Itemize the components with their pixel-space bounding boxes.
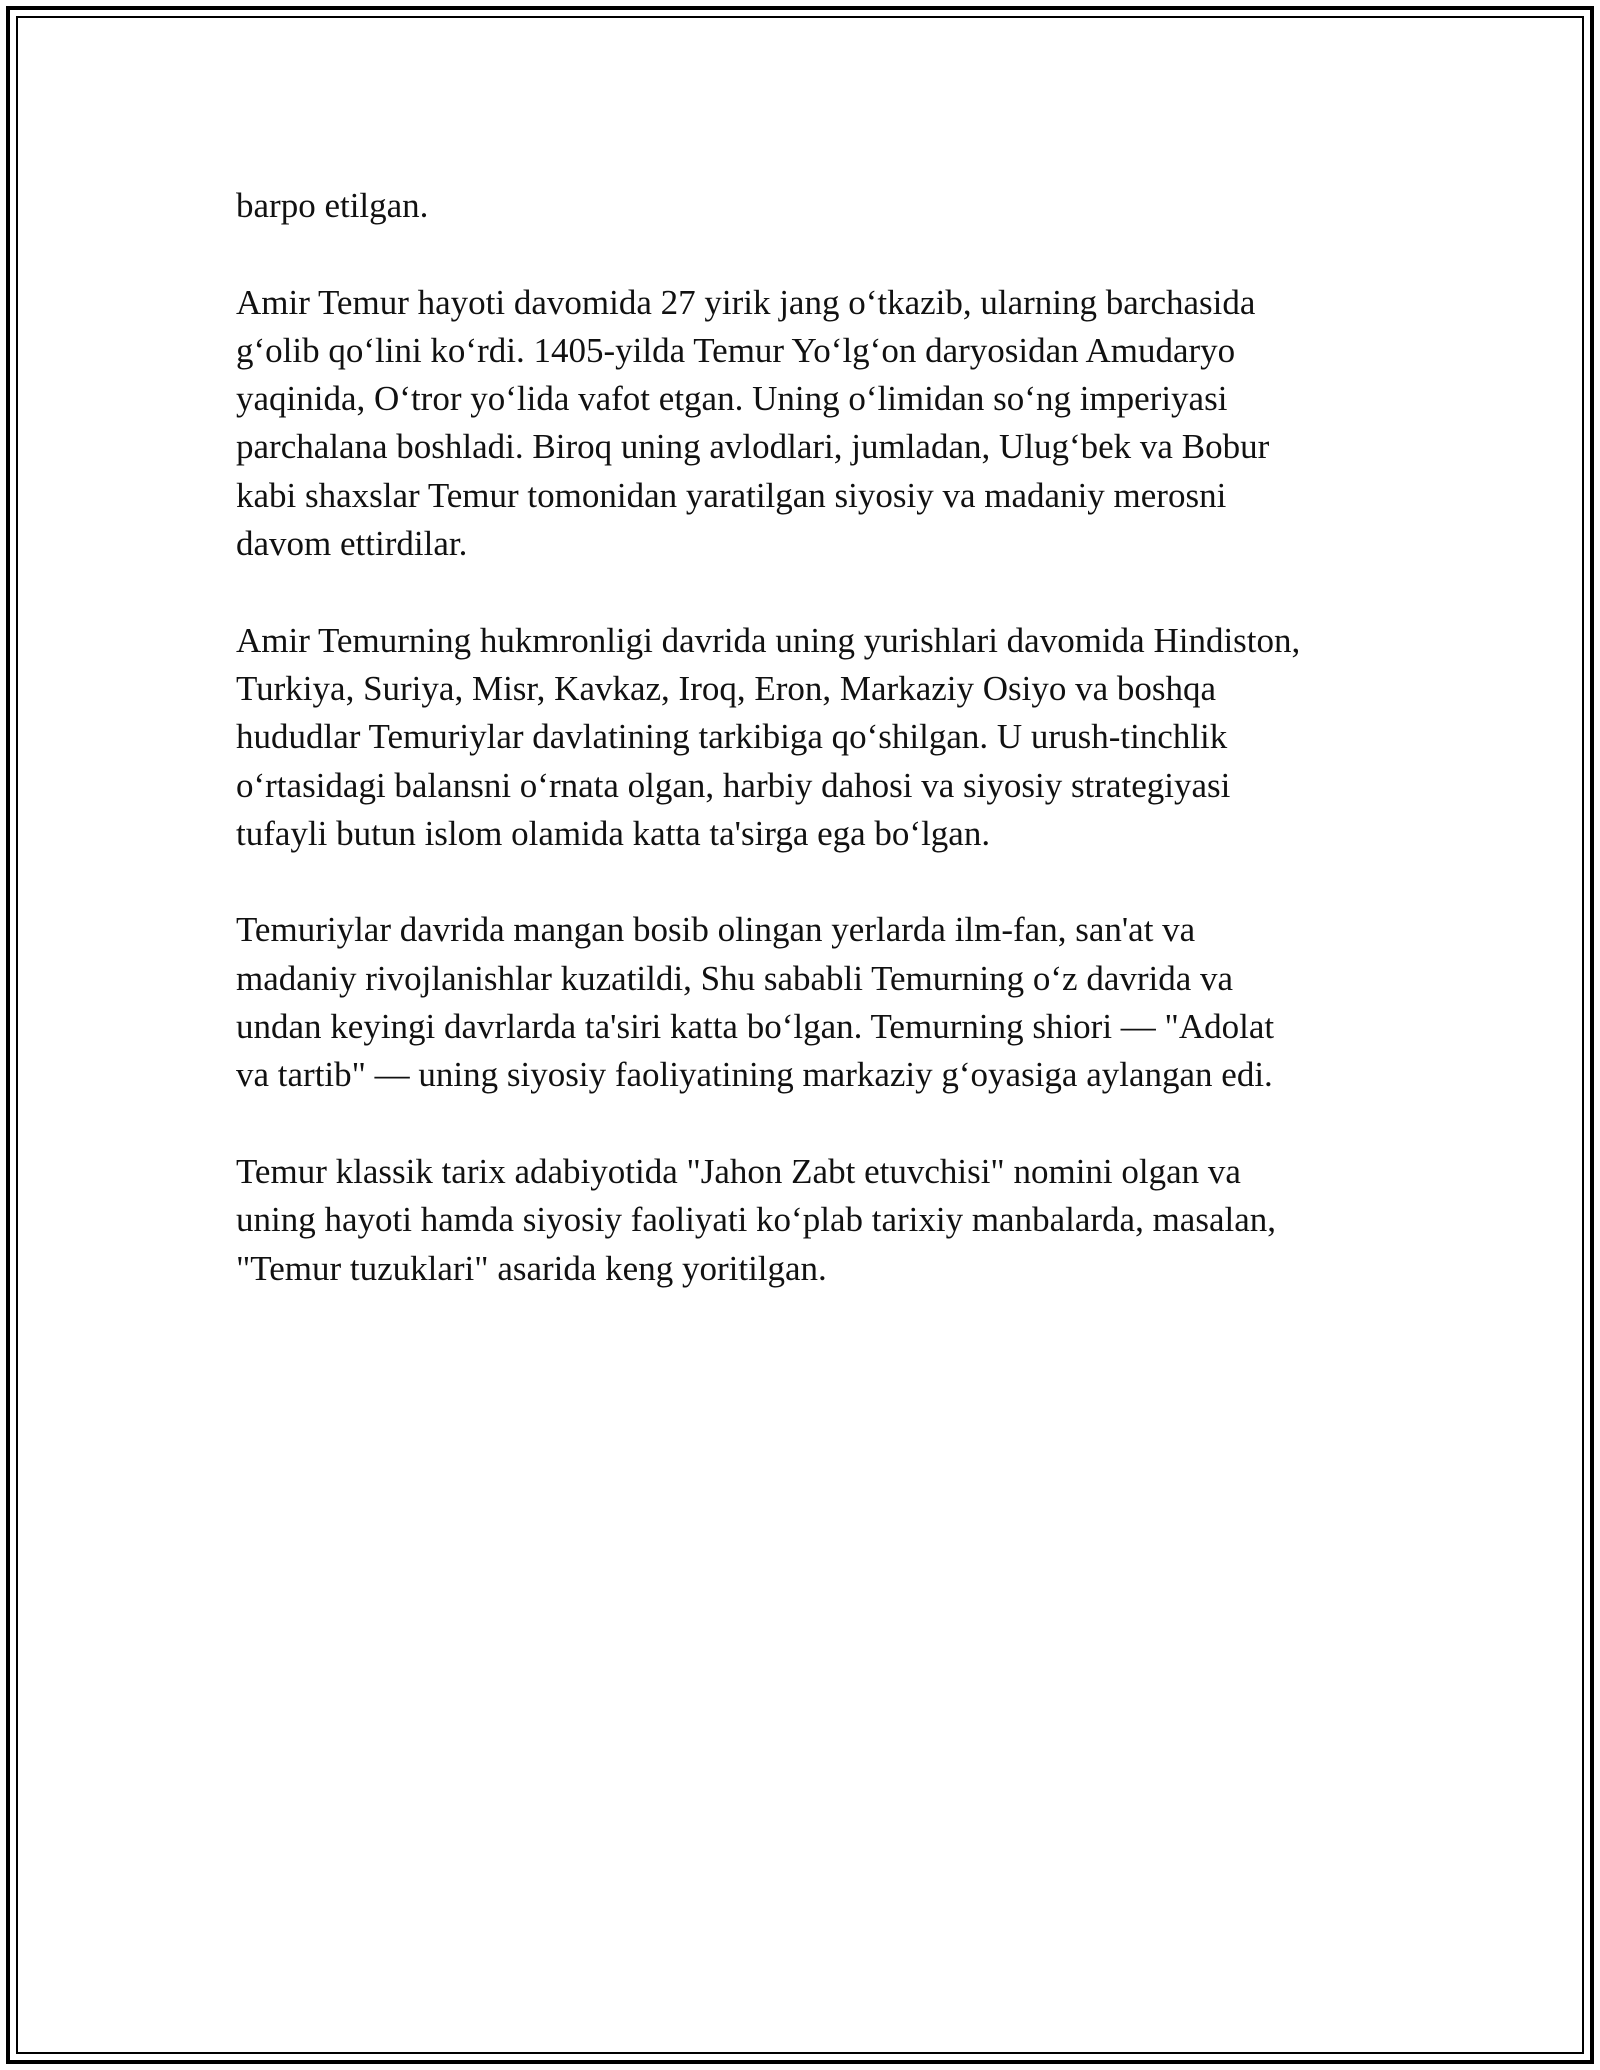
paragraph-conquests: Amir Temurning hukmronligi davrida uning yurishlari davomida Hindiston, Turkiya, Suriya, Misr, Kavkaz, Iroq, Eron, Markaziy Osiyo va boshqa hududlar Temuriylar davlatining tarkibiga qoʻshilgan. U urush-tinchlik oʻrtasidagi balansni oʻrnata olgan, harbiy dahosi va siyosiy strategiyasi tufayli butun islom olamida katta ta'sirga ega boʻlgan. <box>236 620 1301 853</box>
document-body <box>236 182 1366 1341</box>
paragraph-timurid-culture: Temuriylar davrida mangan bosib olingan yerlarda ilm-fan, san'at va madaniy rivojlanishlar kuzatildi, Shu sababli Temurning oʻz davrida va undan keyingi davrlarda ta'siri katta boʻlgan. Temurning shiori — "Adolat va tartib" — uning siyosiy faoliyatining markaziy gʻoyasiga aylangan edi. <box>236 910 1275 1095</box>
paragraph-continuation: barpo etilgan. <box>236 186 429 225</box>
paragraph-battles-and-death: Amir Temur hayoti davomida 27 yirik jang oʻtkazib, ularning barchasida gʻolib qoʻlini koʻrdi. 1405-yilda Temur Yoʻlgʻon daryosidan Amudaryo yaqinida, Oʻtror yoʻlida vafot etgan. Uning oʻlimidan soʻng imperiyasi parchalana boshladi. Biroq uning avlodlari, jumladan, Ulugʻbek va Bobur kabi shaxslar Temur tomonidan yaratilgan siyosiy va madaniy merosni davom ettirdilar. <box>236 282 1270 564</box>
paragraph-historical-sources: Temur klassik tarix adabiyotida "Jahon Zabt etuvchisi" nomini olgan va uning hayoti hamda siyosiy faoliyati koʻplab tarixiy manbalarda, masalan, "Temur tuzuklari" asarida keng yoritilgan. <box>236 1151 1277 1288</box>
